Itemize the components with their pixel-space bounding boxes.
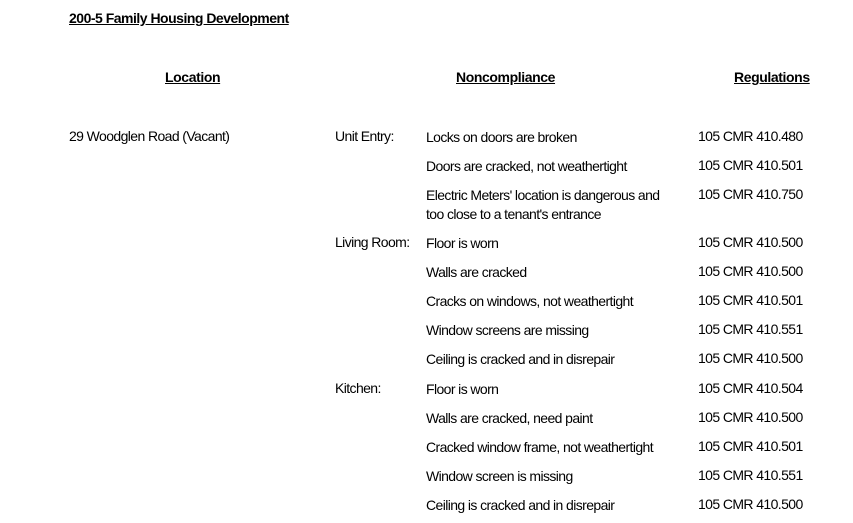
room-label-living-room: Living Room: (335, 234, 410, 250)
room-label-kitchen: Kitchen: (335, 380, 381, 396)
finding-text: Ceiling is cracked and in disrepair (426, 497, 615, 513)
finding-text: Ceiling is cracked and in disrepair (426, 351, 615, 367)
finding-text: Floor is worn (426, 235, 499, 251)
finding-text: Cracks on windows, not weathertight (426, 293, 633, 309)
finding-text: Floor is worn (426, 381, 499, 397)
finding-text: Doors are cracked, not weathertight (426, 158, 627, 174)
regulation-code: 105 CMR 410.500 (698, 496, 803, 512)
finding-text: Window screen is missing (426, 468, 573, 484)
regulation-code: 105 CMR 410.501 (698, 292, 803, 308)
finding-text: Walls are cracked, need paint (426, 410, 593, 426)
room-label-unit-entry: Unit Entry: (335, 128, 394, 144)
regulation-code: 105 CMR 410.551 (698, 321, 803, 337)
finding-text: Walls are cracked (426, 264, 527, 280)
regulation-code: 105 CMR 410.504 (698, 380, 803, 396)
regulation-code: 105 CMR 410.500 (698, 263, 803, 279)
regulation-code: 105 CMR 410.480 (698, 128, 803, 144)
document-title: 200-5 Family Housing Development (69, 10, 289, 26)
column-header-location: Location (165, 69, 221, 85)
regulation-code: 105 CMR 410.501 (698, 438, 803, 454)
finding-text: Cracked window frame, not weathertight (426, 439, 653, 455)
regulation-code: 105 CMR 410.500 (698, 350, 803, 366)
column-header-noncompliance: Noncompliance (456, 69, 556, 85)
finding-text: Window screens are missing (426, 322, 589, 338)
regulation-code: 105 CMR 410.750 (698, 186, 803, 202)
regulation-code: 105 CMR 410.551 (698, 467, 803, 483)
property-address: 29 Woodglen Road (Vacant) (69, 128, 230, 144)
finding-text: Electric Meters' location is dangerous and too close to a tenant's entrance (426, 187, 660, 222)
regulation-code: 105 CMR 410.501 (698, 157, 803, 173)
finding-text: Locks on doors are broken (426, 129, 577, 145)
regulation-code: 105 CMR 410.500 (698, 409, 803, 425)
column-header-regulations: Regulations (734, 69, 810, 85)
regulation-code: 105 CMR 410.500 (698, 234, 803, 250)
